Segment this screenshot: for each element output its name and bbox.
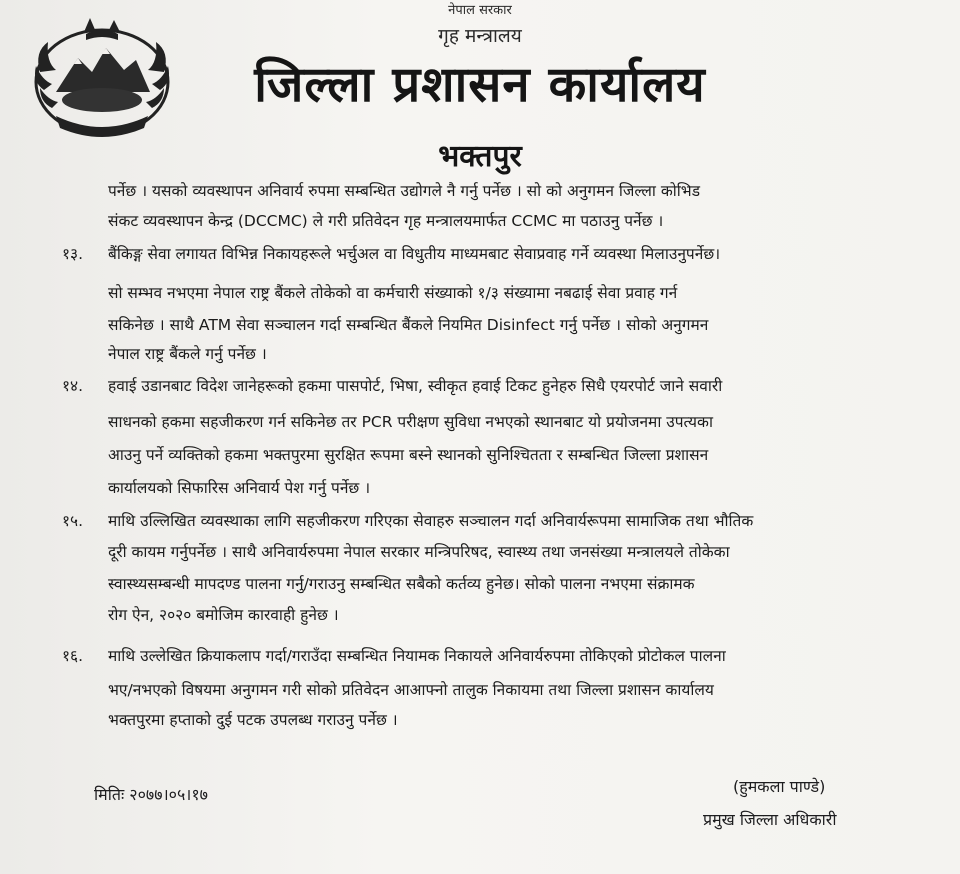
point-number: १५. [62,512,84,530]
paragraph-line: नेपाल राष्ट्र बैंकले गर्नु पर्नेछ । [108,345,267,363]
paragraph-line: साधनको हकमा सहजीकरण गर्न सकिनेछ तर PCR परीक्षण सुविधा नभएको स्थानबाट यो प्रयोजनमा उपत्यका [108,413,713,431]
paragraph-line: सकिनेछ । साथै ATM सेवा सञ्चालन गर्दा सम्बन्धित बैंकले नियमित Disinfect गर्नु पर्नेछ । सोको अनुगमन [108,316,709,334]
point-number: १३. [62,245,84,263]
ministry-name: गृह मन्त्रालय [438,25,522,47]
paragraph-line: भए/नभएको विषयमा अनुगमन गरी सोको प्रतिवेदन आआफ्नो तालुक निकायमा तथा जिल्ला प्रशासन कार्यालय [108,681,714,699]
paragraph-line: हवाई उडानबाट विदेश जानेहरूको हकमा पासपोर्ट, भिषा, स्वीकृत हवाई टिकट हुनेहरु सिधै एयरपोर्ट जाने सवारी [108,377,723,395]
paragraph-line: बैंकिङ्ग सेवा लगायत विभिन्न निकायहरूले भर्चुअल वा विधुतीय माध्यमबाट सेवाप्रवाह गर्ने व्यवस्था मिलाउनुपर्नेछ। [108,245,721,263]
point-number: १४. [62,377,84,395]
paragraph-line: संकट व्यवस्थापन केन्द्र (DCCMC) ले गरी प्रतिवेदन गृह मन्त्रालयमार्फत CCMC मा पठाउनु पर्नेछ । [108,212,664,230]
paragraph-line: भक्तपुरमा हप्ताको दुई पटक उपलब्ध गराउनु पर्नेछ । [108,711,398,729]
paragraph-line: दूरी कायम गर्नुपर्नेछ । साथै अनिवार्यरुपमा नेपाल सरकार मन्त्रिपरिषद, स्वास्थ्य तथा जनसंख्या मन्त्रालयले तोकेका [108,543,730,561]
paragraph-line: कार्यालयको सिफारिस अनिवार्य पेश गर्नु पर्नेछ । [108,479,371,497]
paragraph-line: सो सम्भव नभएमा नेपाल राष्ट्र बैंकले तोकेको वा कर्मचारी संख्याको १/३ संख्यामा नबढाई सेवा प्रवाह गर्न [108,284,678,302]
signatory-title: प्रमुख जिल्ला अधिकारी [703,810,837,829]
paragraph-line: माथि उल्लिखित व्यवस्थाका लागि सहजीकरण गरिएका सेवाहरु सञ्चालन गर्दा अनिवार्यरूपमा सामाजिक तथा भौतिक [108,512,754,530]
paragraph-line: आउनु पर्ने व्यक्तिको हकमा भक्तपुरमा सुरक्षित रूपमा बस्ने स्थानको सुनिश्चितता र सम्बन्धित जिल्ला प्रशासन [108,446,709,464]
paragraph-line: रोग ऐन, २०२० बमोजिम कारवाही हुनेछ । [108,606,339,624]
paragraph-line: पर्नेछ । यसको व्यवस्थापन अनिवार्य रुपमा सम्बन्धित उद्योगले नै गर्नु पर्नेछ । सो को अनुगमन जिल्ला कोभिड [108,182,700,200]
office-title: जिल्ला प्रशासन कार्यालय [254,56,706,113]
point-number: १६. [62,647,84,665]
paragraph-line: स्वास्थ्यसम्बन्धी मापदण्ड पालना गर्नु/गराउनु सम्बन्धित सबैको कर्तव्य हुनेछ। सोको पालना नभएमा संक्रामक [108,575,695,593]
notice-date: मितिः २०७७।०५।१७ [94,785,208,804]
government-name: नेपाल सरकार [448,3,512,18]
district-name: भक्तपुर [438,139,522,174]
paragraph-line: माथि उल्लेखित क्रियाकलाप गर्दा/गराउँदा सम्बन्धित नियामक निकायले अनिवार्यरुपमा तोकिएको प्रोटोकल पालना [108,647,726,665]
signatory-name: (हुमकला पाण्डे) [733,777,826,796]
